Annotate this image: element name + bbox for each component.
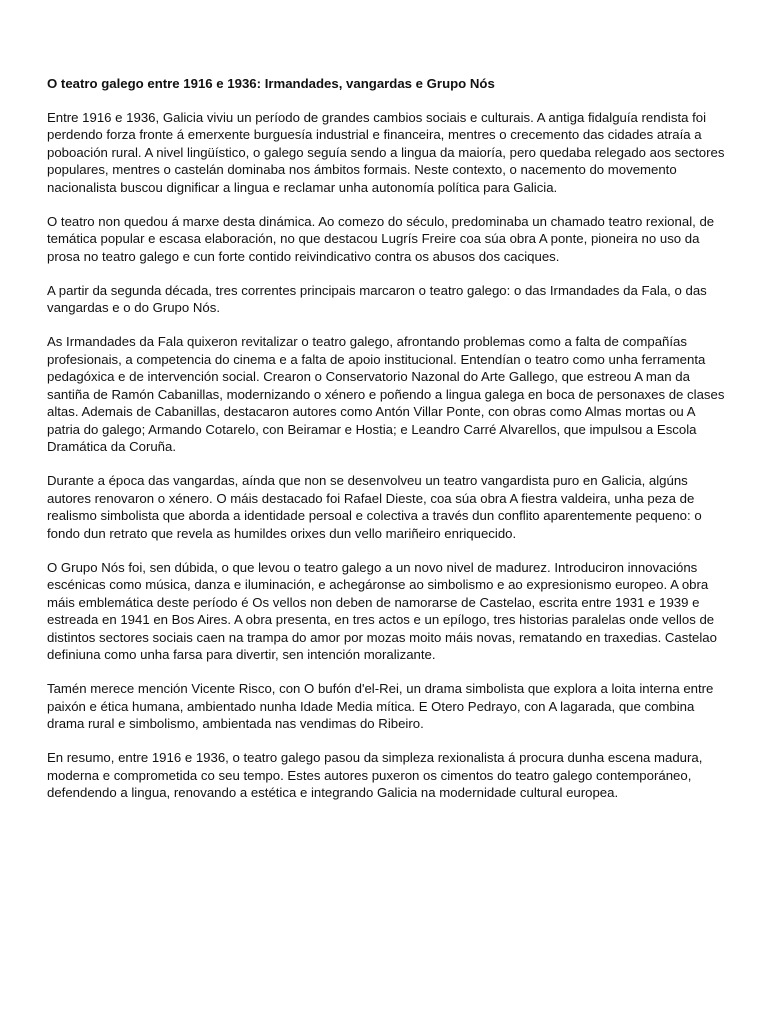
- document-title: O teatro galego entre 1916 e 1936: Irmandades, vangardas e Grupo Nós: [47, 76, 495, 91]
- paragraph-summary: En resumo, entre 1916 e 1936, o teatro galego pasou da simpleza rexionalista á procura dunha escena madura, moderna e comprometida co seu tempo. Estes autores puxeron os cimentos do teatro galego contemporáneo, defendendo a lingua, renovando a estética e integrando Galicia na modernidade cultural europea.: [47, 750, 703, 800]
- paragraph-irmandades: As Irmandades da Fala quixeron revitalizar o teatro galego, afrontando problemas como a falta de compañías profesionais, a competencia do cinema e a falta de apoio institucional. Entendían o teatro como unha ferramenta pedagóxica e de intervención social. Crearon o Conservatorio Nazonal do Arte Gallego, que estreou A man da santiña de Ramón Cabanillas, modernizando o xénero e poñendo a lingua galega en boca de personaxes de clases altas. Ademais de Cabanillas, destacaron autores como Antón Villar Ponte, con obras como Almas mortas ou A patria do galego; Armando Cotarelo, con Beiramar e Hostia; e Leandro Carré Alvarellos, que impulsou a Escola Dramática da Coruña.: [47, 334, 725, 454]
- paragraph-grupo-nos: O Grupo Nós foi, sen dúbida, o que levou o teatro galego a un novo nivel de madurez. Introduciron innovacións escénicas como música, danza e iluminación, e achegáronse ao simbolismo e ao expresionismo europeo. A obra máis emblemática deste período é Os vellos non deben de namorarse de Castelao, escrita entre 1931 e 1939 e estreada en 1941 en Bos Aires. A obra presenta, en tres actos e un epílogo, tres historias paralelas onde vellos de distintos sectores sociais caen na trampa do amor por mozas moito máis novas, rematando en traxedias. Castelao definiuna como unha farsa para divertir, sen intención moralizante.: [47, 559, 717, 662]
- document-page: [47, 75, 727, 818]
- paragraph-risco-pedrayo: Tamén merece mención Vicente Risco, con O bufón d'el-Rei, un drama simbolista que explora a loita interna entre paixón e ética humana, ambientado nunha Idade Media mítica. E Otero Pedrayo, con A lagarada, que combina drama rural e simbolismo, ambientada nas vendimas do Ribeiro.: [47, 681, 714, 731]
- paragraph-intro: Entre 1916 e 1936, Galicia viviu un período de grandes cambios sociais e culturais. A antiga fidalguía rendista foi perdendo forza fronte á emerxente burguesía industrial e financeira, mentres o crecemento das cidades atraía a poboación rural. A nivel lingüístico, o galego seguía sendo a lingua da maioría, pero quedaba relegado aos sectores populares, mentres o castelán dominaba nos ámbitos formais. Neste contexto, o nacemento do movemento nacionalista buscou dignificar a lingua e reclamar unha autonomía política para Galicia.: [47, 109, 725, 195]
- paragraph-three-currents: A partir da segunda década, tres correntes principais marcaron o teatro galego: o das Irmandades da Fala, o das vangardas e o do Grupo Nós.: [47, 282, 707, 315]
- paragraph-vangardas: Durante a época das vangardas, aínda que non se desenvolveu un teatro vangardista puro en Galicia, algúns autores renovaron o xénero. O máis destacado foi Rafael Dieste, coa súa obra A fiestra valdeira, unha peza de realismo simbolista que aborda a identidade persoal e colectiva a través dun conflito aparentemente pequeno: o fondo dun retrato que revela as humildes orixes dun vello mariñeiro enriquecido.: [47, 473, 702, 541]
- paragraph-regional-theatre: O teatro non quedou á marxe desta dinámica. Ao comezo do século, predominaba un chamado teatro rexional, de temática popular e escasa elaboración, no que destacou Lugrís Freire coa súa obra A ponte, pioneira no uso da prosa no teatro galego e cun forte contido reivindicativo contra os abusos dos caciques.: [47, 213, 715, 264]
